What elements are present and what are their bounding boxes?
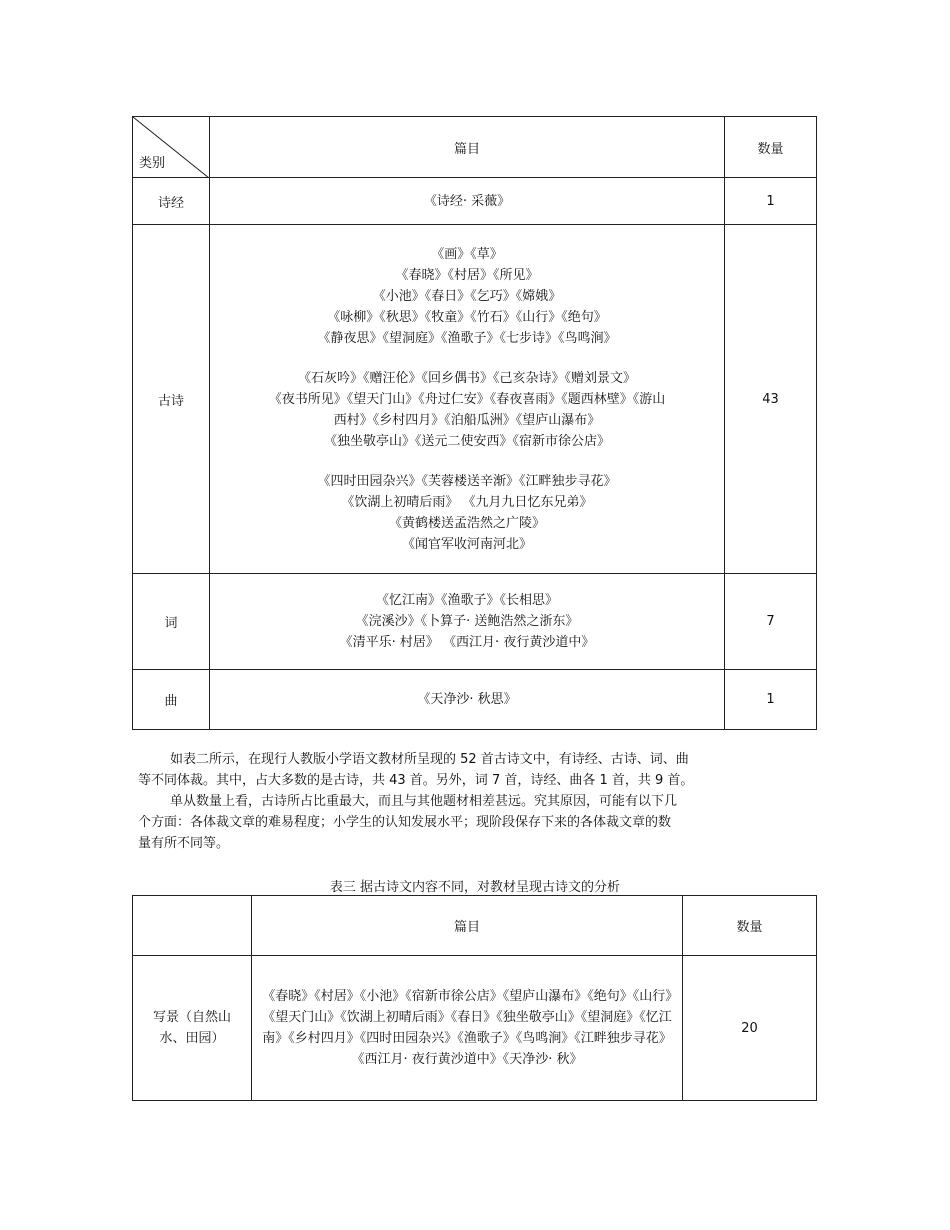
- genre-table-header: [133, 117, 817, 178]
- title-line: 《春晓》《村居》《所见》: [395, 267, 539, 283]
- content-table-header: [133, 896, 817, 956]
- titles-cell: [210, 670, 725, 730]
- title-line: 《石灰吟》《赠汪伦》《回乡偶书》《己亥杂诗》《赠刘景文》: [297, 370, 636, 386]
- table-row: [133, 670, 817, 730]
- title-line: 《浣溪沙》《卜算子· 送鲍浩然之浙东》: [355, 614, 579, 629]
- table-row: [133, 956, 817, 1101]
- corner-cell: [133, 117, 210, 178]
- header-titles: 篇目: [252, 896, 683, 956]
- title-line: 《画》《草》: [431, 246, 503, 262]
- count-cell: 1: [725, 670, 817, 730]
- title-line: 《黄鹤楼送孟浩然之广陵》: [388, 515, 545, 531]
- table-row: [133, 225, 817, 574]
- table-row: [133, 574, 817, 670]
- title-line: 西村》《乡村四月》《泊船瓜洲》《望庐山瀑布》: [333, 412, 601, 428]
- titles-cell: [210, 574, 725, 670]
- category-cell: 诗经: [133, 178, 210, 225]
- paragraph-line: 等不同体裁。其中，占大多数的是古诗，共 43 首。另外，词 7 首，诗经、曲各 1 首，共 9 首。: [138, 773, 694, 788]
- header-titles: 篇目: [210, 117, 725, 178]
- corner-label: 类别: [139, 156, 166, 171]
- content-table: [132, 895, 817, 1101]
- group-gap: [210, 452, 724, 471]
- title-line: 《独坐敬亭山》《送元二使安西》《宿新市徐公店》: [323, 433, 610, 449]
- title-line: 《静夜思》《望洞庭》《渔歌子》《七步诗》《鸟鸣涧》: [317, 330, 617, 346]
- titles-cell: [210, 178, 725, 225]
- title-line: 《咏柳》《秋思》《牧童》《竹石》《山行》《绝句》: [327, 309, 607, 325]
- category-cell: 古诗: [133, 225, 210, 574]
- title-line: 《四时田园杂兴》《芙蓉楼送辛渐》《江畔独步寻花》: [317, 473, 617, 489]
- header-category: [133, 896, 252, 956]
- category-cell: 写景（自然山水、田园）: [133, 956, 252, 1101]
- paragraph-line: 量有所不同等。: [138, 836, 230, 851]
- group-gap: [210, 349, 724, 368]
- count-cell: 43: [725, 225, 817, 574]
- title-line: 《诗经· 采薇》: [423, 193, 511, 209]
- paragraph-line: 个方面：各体裁文章的难易程度；小学生的认知发展水平；现阶段保存下来的各体裁文章的数: [138, 815, 672, 830]
- genre-table: [132, 116, 817, 730]
- titles-cell: [210, 225, 725, 574]
- title-line: 《小池》《春日》《乞巧》《嫦娥》: [372, 288, 562, 304]
- count-cell: 20: [683, 956, 817, 1101]
- category-cell: 词: [133, 574, 210, 670]
- paragraph-line: 单从数量上看，古诗所占比重最大，而且与其他题材相差甚远。究其原因，可能有以下几: [170, 794, 678, 809]
- title-line: 《天净沙· 秋思》: [417, 692, 517, 707]
- title-line: 《清平乐· 村居》 《西江月· 夜行黄沙道中》: [339, 635, 595, 650]
- header-count: 数量: [725, 117, 817, 178]
- header-count: 数量: [683, 896, 817, 956]
- title-line: 《闻官军收河南河北》: [401, 536, 532, 552]
- table-row: [133, 178, 817, 225]
- table-caption: 表三 据古诗文内容不同，对教材呈现古诗文的分析: [329, 880, 621, 895]
- title-line: 《忆江南》《渔歌子》《长相思》: [375, 593, 558, 608]
- paragraph-line: 如表二所示，在现行人教版小学语文教材所呈现的 52 首古诗文中，有诗经、古诗、词、曲: [170, 752, 689, 767]
- titles-cell: 《春晓》《村居》《小池》《宿新市徐公店》《望庐山瀑布》《绝句》《山行》《望天门山》《饮湖上初晴后雨》《春日》《独坐敬亭山》《望洞庭》《忆江南》《乡村四月》《四时田园杂兴》《渔歌子》《鸟鸣涧》《江畔独步寻花》《西江月· 夜行黄沙道中》《天净沙· 秋》: [252, 956, 683, 1101]
- count-cell: 7: [725, 574, 817, 670]
- title-line: 《饮湖上初晴后雨》 《九月九日忆东兄弟》: [341, 494, 593, 510]
- category-cell: 曲: [133, 670, 210, 730]
- count-cell: 1: [725, 178, 817, 225]
- title-line: 《夜书所见》《望天门山》《舟过仁安》《春夜喜雨》《题西林壁》《游山: [268, 391, 666, 407]
